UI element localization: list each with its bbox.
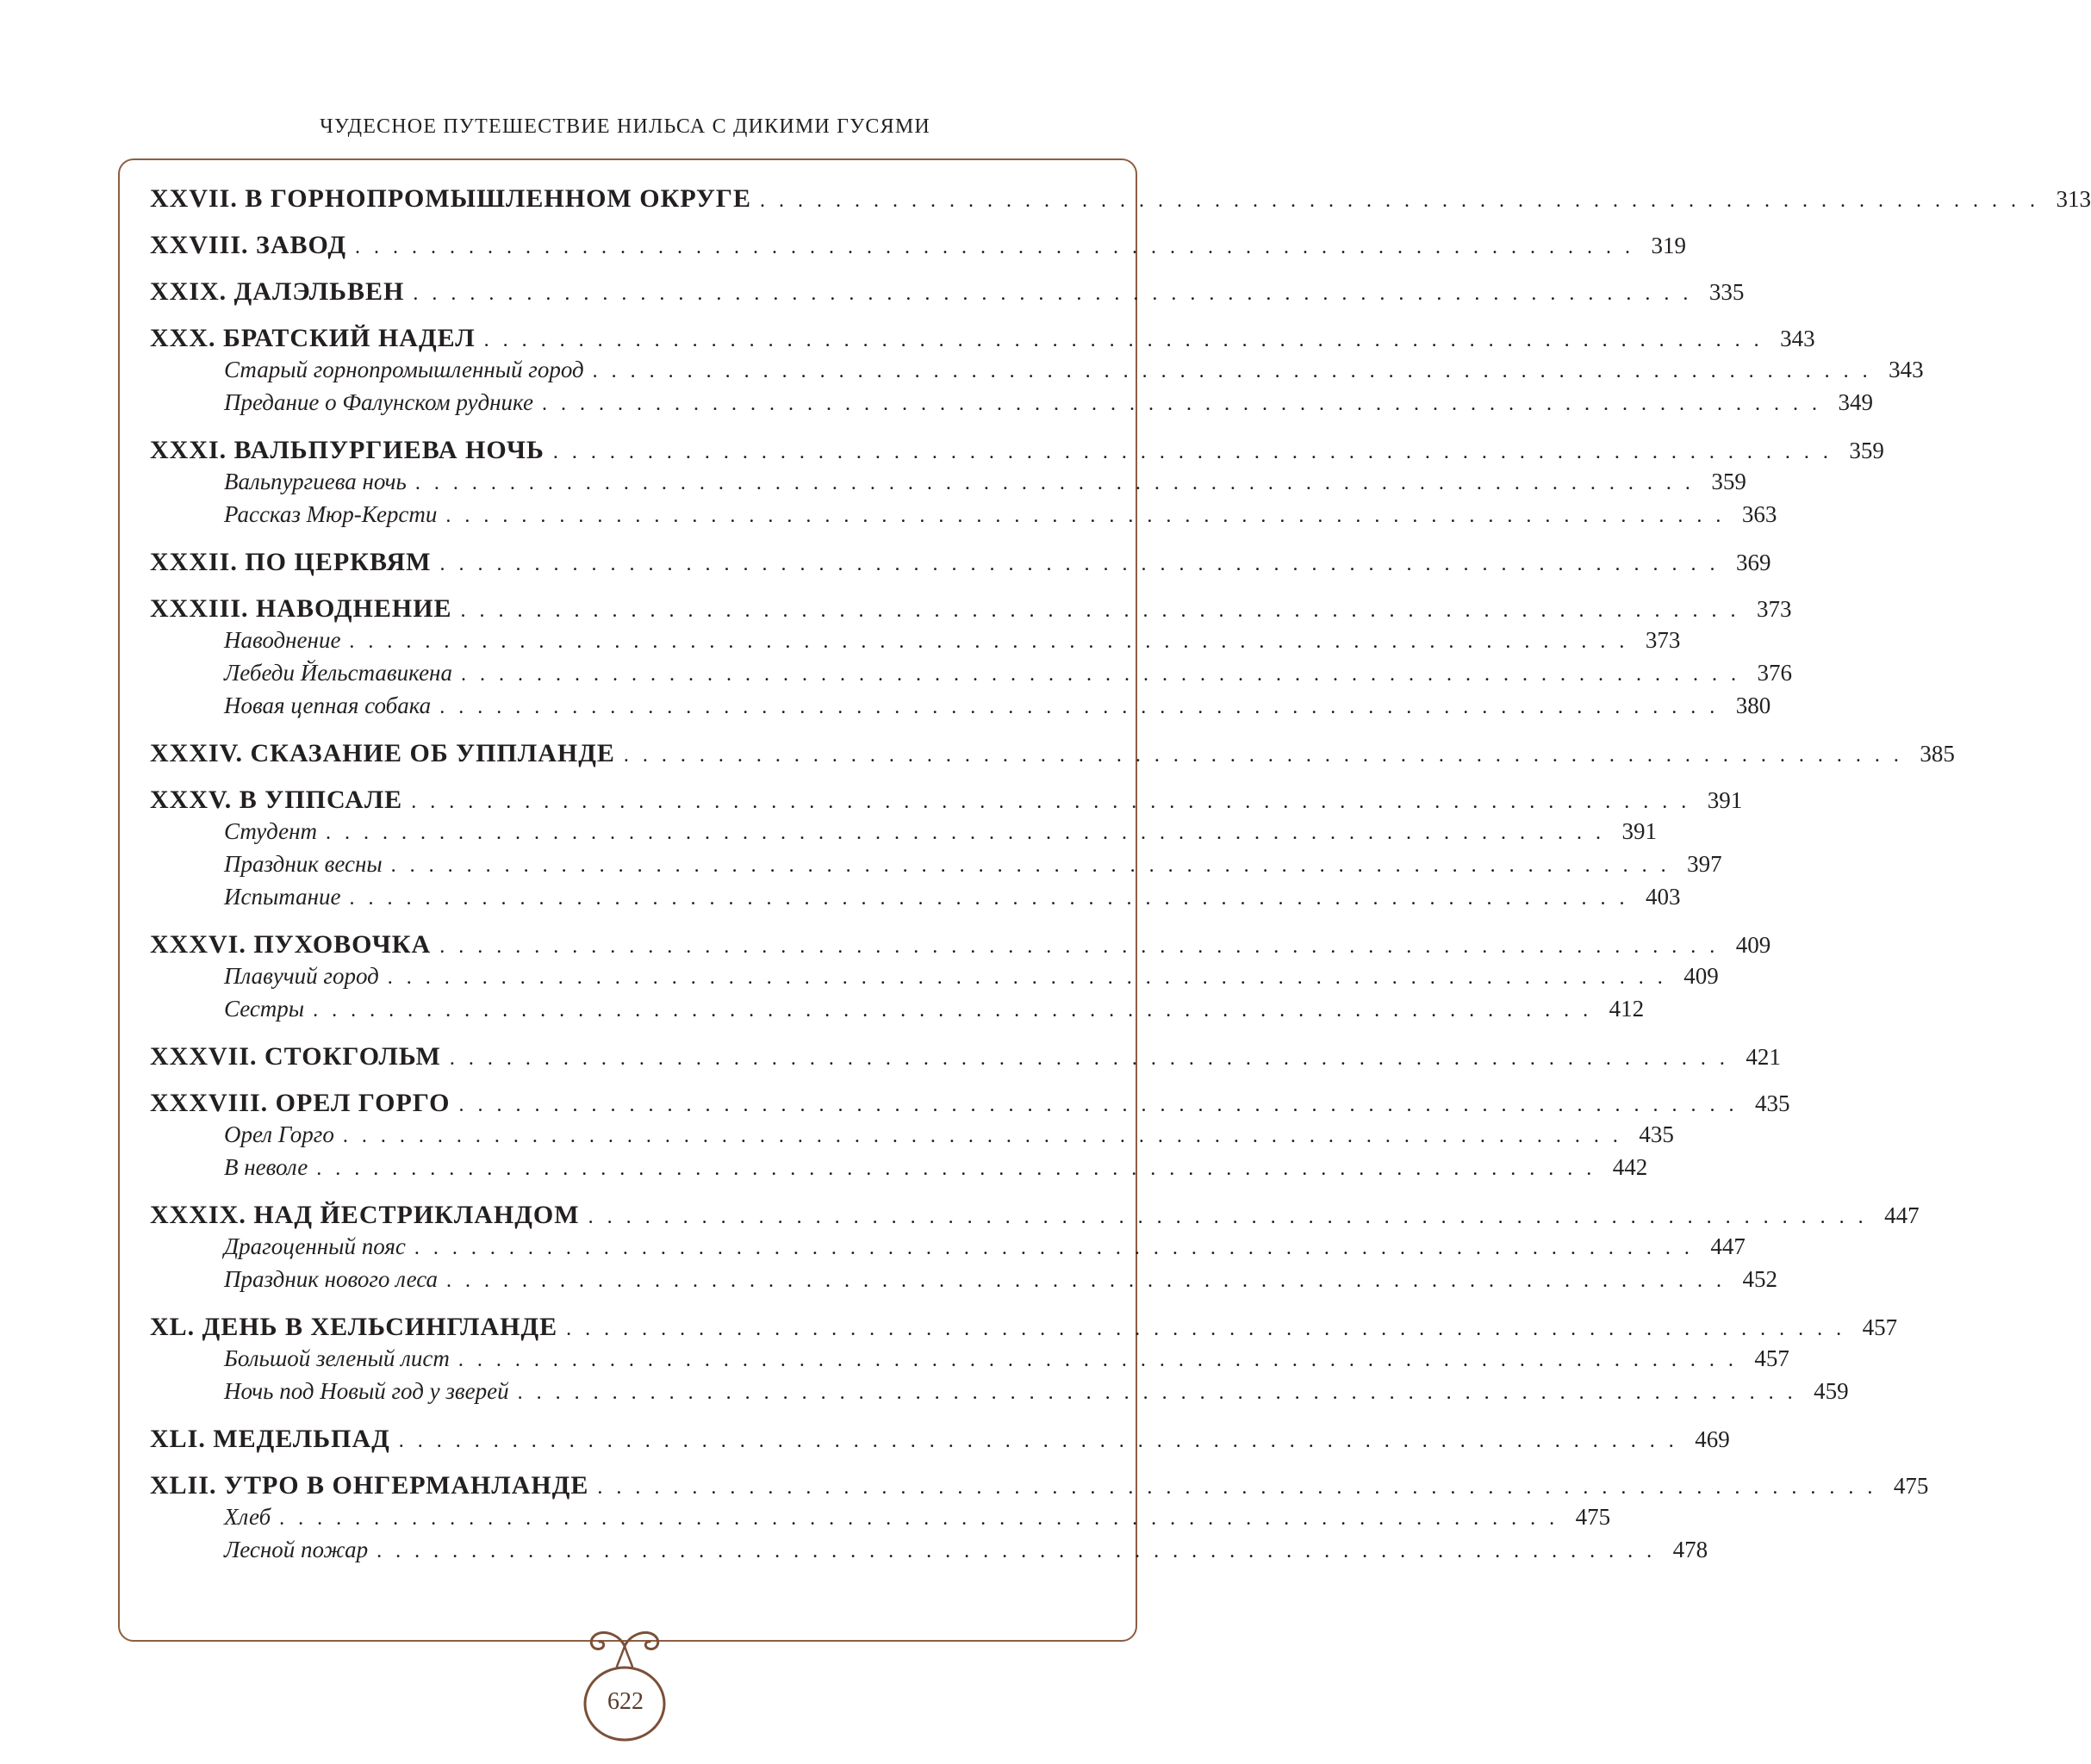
toc-entry-page: 349: [1838, 389, 1873, 415]
toc-section-entry[interactable]: [150, 1266, 1778, 1299]
toc-entry-page: 391: [1621, 818, 1657, 844]
toc-entry-title: XXXVIII. ОРЕЛ ГОРГО: [150, 1089, 451, 1117]
toc-entry-title: Предание о Фалунском руднике: [224, 389, 533, 415]
dot-leader: . . . . . . . . . . . . . . . . . . . . . . . . . . . . . . . . . . . . . . . . . . . . . . . . . . . . . . . . . . . . . . . . . . . .: [411, 791, 1691, 813]
toc-section-entry[interactable]: [150, 963, 1719, 996]
toc-section-entry[interactable]: [150, 1537, 1708, 1569]
toc-entry-title: XXXI. ВАЛЬПУРГИЕВА НОЧЬ: [150, 436, 545, 464]
toc-section-entry[interactable]: [150, 1121, 1674, 1154]
toc-entry-title: Вальпургиева ночь: [224, 469, 407, 494]
toc-section-entry[interactable]: [150, 818, 1657, 851]
toc-chapter-entry[interactable]: [150, 436, 1884, 469]
toc-entry-page: 447: [1884, 1202, 1920, 1228]
running-title: ЧУДЕСНОЕ ПУТЕШЕСТВИЕ НИЛЬСА С ДИКИМИ ГУСЯМИ: [320, 115, 930, 138]
toc-entry-page: 442: [1612, 1154, 1648, 1180]
toc-entry-title: XXXIII. НАВОДНЕНИЕ: [150, 594, 452, 623]
dot-leader: . . . . . . . . . . . . . . . . . . . . . . . . . . . . . . . . . . . . . . . . . . . . . . . . . . . . . . . . . . . . . . . . . . . .: [517, 1382, 1797, 1404]
page-number: 622: [607, 1688, 644, 1715]
toc-entry-title: XXXVII. СТОКГОЛЬМ: [150, 1042, 441, 1071]
toc-entry-page: 335: [1708, 279, 1745, 305]
toc-section-entry[interactable]: [150, 1233, 1746, 1266]
toc-entry-title: Рассказ Мюр-Керсти: [224, 501, 438, 527]
toc-entry-page: 457: [1754, 1345, 1789, 1371]
toc-chapter-entry[interactable]: [150, 1471, 1929, 1504]
toc-section-entry[interactable]: [150, 1345, 1789, 1378]
toc-section-entry[interactable]: [150, 1154, 1648, 1187]
toc-chapter-entry[interactable]: [150, 1425, 1730, 1457]
toc-chapter-entry[interactable]: [150, 930, 1771, 963]
toc-entry-page: 447: [1710, 1233, 1746, 1259]
toc-section-entry[interactable]: [150, 1378, 1849, 1411]
dot-leader: . . . . . . . . . . . . . . . . . . . . . . . . . . . . . . . . . . . . . . . . . . . . . . . . . . . . . . . . . . . . . . . . . . . .: [458, 1094, 1739, 1116]
dot-leader: . . . . . . . . . . . . . . . . . . . . . . . . . . . . . . . . . . . . . . . . . . . . . . . . . . . . . . . . . . . . . . . . . . . .: [313, 999, 1593, 1022]
toc-entry-title: XLII. УТРО В ОНГЕРМАНЛАНДЕ: [150, 1471, 589, 1500]
dot-leader: . . . . . . . . . . . . . . . . . . . . . . . . . . . . . . . . . . . . . . . . . . . . . . . . . . . . . . . . . . . . . . . . . . . .: [439, 935, 1720, 958]
dot-leader: . . . . . . . . . . . . . . . . . . . . . . . . . . . . . . . . . . . . . . . . . . . . . . . . . . . . . . . . . . . . . . . . . . . .: [588, 1206, 1868, 1228]
table-of-contents: [150, 184, 2091, 1569]
toc-entry-page: 376: [1757, 660, 1792, 686]
toc-chapter-entry[interactable]: [150, 786, 1743, 818]
toc-entry-title: Праздник весны: [224, 851, 383, 877]
dot-leader: . . . . . . . . . . . . . . . . . . . . . . . . . . . . . . . . . . . . . . . . . . . . . . . . . . . . . . . . . . . . . . . . . . . .: [390, 854, 1671, 877]
toc-entry-page: 359: [1849, 438, 1884, 463]
toc-entry-page: 412: [1609, 996, 1645, 1022]
toc-entry-page: 373: [1757, 596, 1792, 622]
toc-entry-page: 475: [1893, 1473, 1929, 1499]
dot-leader: . . . . . . . . . . . . . . . . . . . . . . . . . . . . . . . . . . . . . . . . . . . . . . . . . . . . . . . . . . . . . . . . . . . .: [342, 1125, 1622, 1147]
dot-leader: . . . . . . . . . . . . . . . . . . . . . . . . . . . . . . . . . . . . . . . . . . . . . . . . . . . . . . . . . . . . . . . . . . . .: [449, 1047, 1729, 1070]
toc-section-entry[interactable]: [150, 389, 1873, 422]
toc-entry-title: Хлеб: [224, 1504, 271, 1530]
dot-leader: . . . . . . . . . . . . . . . . . . . . . . . . . . . . . . . . . . . . . . . . . . . . . . . . . . . . . . . . . . . . . . . . . . . .: [760, 189, 2040, 212]
toc-entry-title: XXVII. В ГОРНОПРОМЫШЛЕННОМ ОКРУГЕ: [150, 184, 752, 213]
toc-entry-title: Наводнение: [224, 627, 341, 653]
toc-entry-title: Драгоценный пояс: [224, 1233, 406, 1259]
toc-chapter-entry[interactable]: [150, 739, 1955, 772]
toc-entry-title: XLI. МЕДЕЛЬПАД: [150, 1425, 390, 1453]
toc-chapter-entry[interactable]: [150, 1201, 1920, 1233]
toc-entry-page: 409: [1683, 963, 1719, 989]
toc-entry-page: 397: [1687, 851, 1722, 877]
toc-entry-title: Новая цепная собака: [224, 693, 432, 718]
toc-section-entry[interactable]: [150, 1504, 1611, 1537]
toc-entry-page: 409: [1735, 932, 1771, 958]
toc-entry-page: 452: [1742, 1266, 1778, 1292]
toc-chapter-entry[interactable]: [150, 594, 1792, 627]
toc-entry-title: Старый горнопромышленный город: [224, 357, 584, 382]
dot-leader: . . . . . . . . . . . . . . . . . . . . . . . . . . . . . . . . . . . . . . . . . . . . . . . . . . . . . . . . . . . . . . . . . . . .: [355, 236, 1635, 258]
toc-entry-title: Сестры: [224, 996, 305, 1022]
toc-entry-page: 369: [1735, 550, 1771, 575]
toc-entry-page: 319: [1651, 233, 1687, 258]
dot-leader: . . . . . . . . . . . . . . . . . . . . . . . . . . . . . . . . . . . . . . . . . . . . . . . . . . . . . . . . . . . . . . . . . . . .: [316, 1158, 1596, 1180]
toc-entry-page: 373: [1645, 627, 1681, 653]
toc-entry-title: Плавучий город: [224, 963, 379, 989]
toc-section-entry[interactable]: [150, 851, 1722, 884]
toc-entry-title: XXIX. ДАЛЭЛЬВЕН: [150, 277, 405, 306]
toc-entry-page: 391: [1707, 787, 1743, 813]
toc-entry-page: 435: [1639, 1121, 1674, 1147]
toc-chapter-entry[interactable]: [150, 1042, 1781, 1075]
toc-entry-title: XL. ДЕНЬ В ХЕЛЬСИНГЛАНДЕ: [150, 1313, 558, 1341]
toc-entry-page: 469: [1695, 1426, 1730, 1452]
toc-entry-title: XXXVI. ПУХОВОЧКА: [150, 930, 432, 959]
toc-section-entry[interactable]: [150, 996, 1645, 1028]
dot-leader: . . . . . . . . . . . . . . . . . . . . . . . . . . . . . . . . . . . . . . . . . . . . . . . . . . . . . . . . . . . . . . . . . . . .: [326, 822, 1605, 844]
toc-entry-page: 385: [1920, 741, 1955, 767]
toc-chapter-entry[interactable]: [150, 277, 1745, 310]
dot-leader: . . . . . . . . . . . . . . . . . . . . . . . . . . . . . . . . . . . . . . . . . . . . . . . . . . . . . . . . . . . . . . . . . . . .: [457, 1349, 1738, 1371]
toc-chapter-entry[interactable]: [150, 548, 1771, 581]
dot-leader: . . . . . . . . . . . . . . . . . . . . . . . . . . . . . . . . . . . . . . . . . . . . . . . . . . . . . . . . . . . . . . . . . . . .: [414, 1237, 1694, 1259]
dot-leader: . . . . . . . . . . . . . . . . . . . . . . . . . . . . . . . . . . . . . . . . . . . . . . . . . . . . . . . . . . . . . . . . . . . .: [445, 505, 1726, 527]
toc-entry-title: Праздник нового леса: [224, 1266, 439, 1292]
dot-leader: . . . . . . . . . . . . . . . . . . . . . . . . . . . . . . . . . . . . . . . . . . . . . . . . . . . . . . . . . . . . . . . . . . . .: [439, 553, 1720, 575]
toc-entry-page: 403: [1645, 884, 1681, 910]
toc-chapter-entry[interactable]: [150, 1313, 1898, 1345]
toc-section-entry[interactable]: [150, 469, 1746, 501]
toc-entry-page: 343: [1780, 326, 1815, 351]
toc-entry-title: В неволе: [224, 1154, 308, 1180]
toc-chapter-entry[interactable]: [150, 231, 1687, 264]
dot-leader: . . . . . . . . . . . . . . . . . . . . . . . . . . . . . . . . . . . . . . . . . . . . . . . . . . . . . . . . . . . . . . . . . . . .: [446, 1270, 1727, 1292]
toc-entry-title: Орел Горго: [224, 1121, 334, 1147]
dot-leader: . . . . . . . . . . . . . . . . . . . . . . . . . . . . . . . . . . . . . . . . . . . . . . . . . . . . . . . . . . . . . . . . . . . .: [398, 1430, 1678, 1452]
toc-entry-title: XXXII. ПО ЦЕРКВЯМ: [150, 548, 432, 576]
dot-leader: . . . . . . . . . . . . . . . . . . . . . . . . . . . . . . . . . . . . . . . . . . . . . . . . . . . . . . . . . . . . . . . . . . . .: [592, 360, 1872, 382]
dot-leader: . . . . . . . . . . . . . . . . . . . . . . . . . . . . . . . . . . . . . . . . . . . . . . . . . . . . . . . . . . . . . . . . . . . .: [349, 887, 1629, 910]
toc-entry-title: Испытание: [224, 884, 341, 910]
toc-entry-page: 380: [1735, 693, 1771, 718]
dot-leader: . . . . . . . . . . . . . . . . . . . . . . . . . . . . . . . . . . . . . . . . . . . . . . . . . . . . . . . . . . . . . . . . . . . .: [387, 966, 1667, 989]
toc-entry-page: 359: [1711, 469, 1746, 494]
dot-leader: . . . . . . . . . . . . . . . . . . . . . . . . . . . . . . . . . . . . . . . . . . . . . . . . . . . . . . . . . . . . . . . . . . . .: [279, 1507, 1559, 1530]
dot-leader: . . . . . . . . . . . . . . . . . . . . . . . . . . . . . . . . . . . . . . . . . . . . . . . . . . . . . . . . . . . . . . . . . . . .: [483, 329, 1764, 351]
toc-entry-title: Лебеди Йельставикена: [224, 660, 452, 686]
dot-leader: . . . . . . . . . . . . . . . . . . . . . . . . . . . . . . . . . . . . . . . . . . . . . . . . . . . . . . . . . . . . . . . . . . . .: [377, 1540, 1657, 1562]
toc-section-entry[interactable]: [150, 627, 1681, 660]
toc-entry-page: 457: [1862, 1314, 1898, 1340]
toc-entry-page: 475: [1575, 1504, 1611, 1530]
toc-section-entry[interactable]: [150, 660, 1792, 693]
dot-leader: . . . . . . . . . . . . . . . . . . . . . . . . . . . . . . . . . . . . . . . . . . . . . . . . . . . . . . . . . . . . . . . . . . . .: [413, 283, 1693, 305]
dot-leader: . . . . . . . . . . . . . . . . . . . . . . . . . . . . . . . . . . . . . . . . . . . . . . . . . . . . . . . . . . . . . . . . . . . .: [566, 1318, 1846, 1340]
toc-entry-page: 421: [1746, 1044, 1781, 1070]
toc-entry-title: Студент: [224, 818, 317, 844]
toc-section-entry[interactable]: [150, 884, 1681, 916]
dot-leader: . . . . . . . . . . . . . . . . . . . . . . . . . . . . . . . . . . . . . . . . . . . . . . . . . . . . . . . . . . . . . . . . . . . .: [439, 696, 1720, 718]
toc-entry-title: Большой зеленый лист: [224, 1345, 450, 1371]
dot-leader: . . . . . . . . . . . . . . . . . . . . . . . . . . . . . . . . . . . . . . . . . . . . . . . . . . . . . . . . . . . . . . . . . . . .: [541, 393, 1821, 415]
toc-entry-title: XXXIX. НАД ЙЕСТРИКЛАНДОМ: [150, 1201, 580, 1229]
toc-entry-page: 478: [1672, 1537, 1708, 1562]
toc-section-entry[interactable]: [150, 501, 1777, 534]
dot-leader: . . . . . . . . . . . . . . . . . . . . . . . . . . . . . . . . . . . . . . . . . . . . . . . . . . . . . . . . . . . . . . . . . . . .: [460, 663, 1740, 686]
toc-section-entry[interactable]: [150, 357, 1924, 389]
dot-leader: . . . . . . . . . . . . . . . . . . . . . . . . . . . . . . . . . . . . . . . . . . . . . . . . . . . . . . . . . . . . . . . . . . . .: [597, 1476, 1877, 1499]
toc-entry-page: 435: [1755, 1090, 1790, 1116]
dot-leader: . . . . . . . . . . . . . . . . . . . . . . . . . . . . . . . . . . . . . . . . . . . . . . . . . . . . . . . . . . . . . . . . . . . .: [552, 441, 1833, 463]
toc-entry-page: 343: [1889, 357, 1924, 382]
toc-entry-title: Ночь под Новый год у зверей: [224, 1378, 509, 1404]
dot-leader: . . . . . . . . . . . . . . . . . . . . . . . . . . . . . . . . . . . . . . . . . . . . . . . . . . . . . . . . . . . . . . . . . . . .: [414, 472, 1695, 494]
toc-entry-title: XXXIV. СКАЗАНИЕ ОБ УППЛАНДЕ: [150, 739, 615, 767]
toc-section-entry[interactable]: [150, 693, 1771, 725]
dot-leader: . . . . . . . . . . . . . . . . . . . . . . . . . . . . . . . . . . . . . . . . . . . . . . . . . . . . . . . . . . . . . . . . . . . .: [349, 630, 1629, 653]
toc-chapter-entry[interactable]: [150, 324, 1815, 357]
toc-entry-page: 313: [2056, 186, 2091, 212]
toc-entry-title: Лесной пожар: [224, 1537, 369, 1562]
toc-entry-title: XXX. БРАТСКИЙ НАДЕЛ: [150, 324, 476, 352]
toc-entry-title: XXVIII. ЗАВОД: [150, 231, 347, 259]
toc-entry-page: 363: [1741, 501, 1777, 527]
dot-leader: . . . . . . . . . . . . . . . . . . . . . . . . . . . . . . . . . . . . . . . . . . . . . . . . . . . . . . . . . . . . . . . . . . . .: [623, 744, 1903, 767]
toc-entry-title: XXXV. В УППСАЛЕ: [150, 786, 403, 814]
toc-chapter-entry[interactable]: [150, 1089, 1790, 1121]
dot-leader: . . . . . . . . . . . . . . . . . . . . . . . . . . . . . . . . . . . . . . . . . . . . . . . . . . . . . . . . . . . . . . . . . . . .: [460, 599, 1740, 622]
toc-chapter-entry[interactable]: [150, 184, 2091, 217]
toc-entry-page: 459: [1814, 1378, 1849, 1404]
